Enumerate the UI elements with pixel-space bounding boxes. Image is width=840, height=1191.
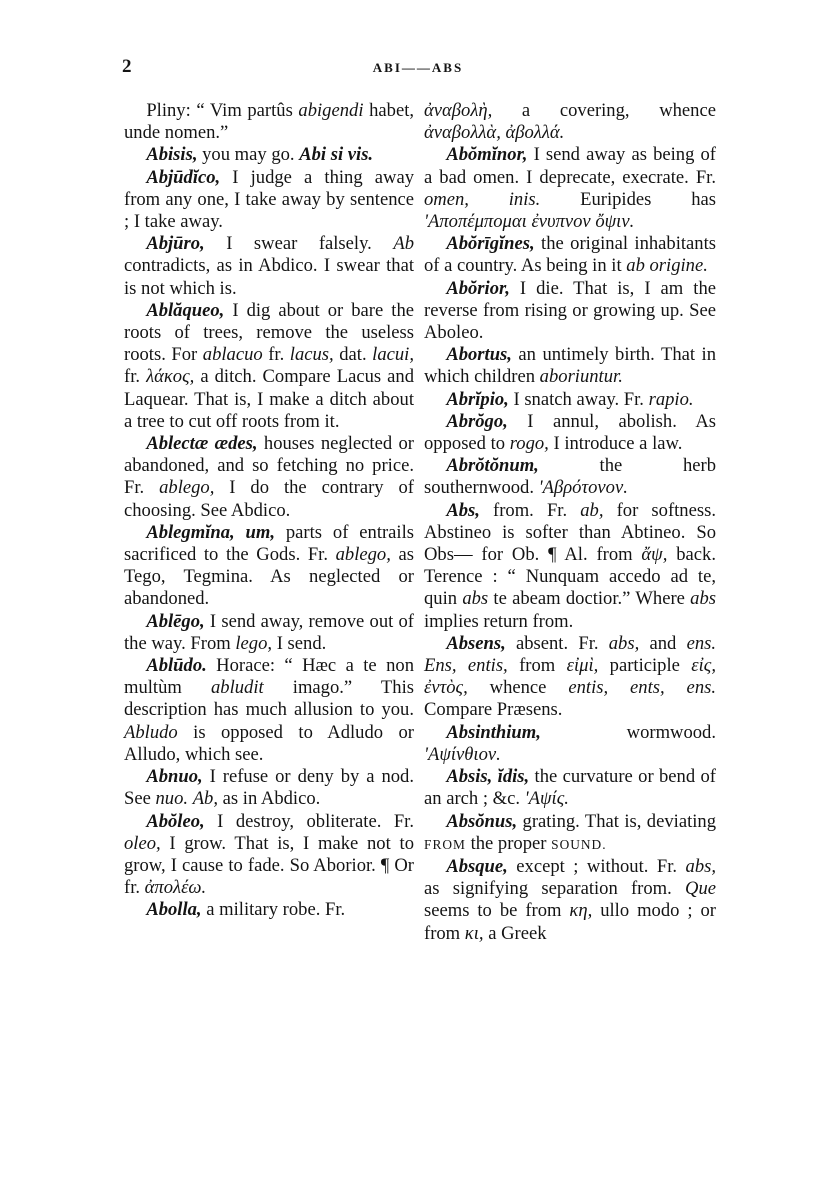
entry-text: as signifying separation from.	[424, 878, 686, 900]
dictionary-entry	[424, 811, 716, 856]
entry-text: whence	[467, 677, 569, 699]
italic-term: ablacuo	[202, 344, 263, 366]
entry-text: I send away as being of a bad omen. I deprecate, execrate. Fr.	[424, 144, 716, 188]
entry-headword: Ablūdo.	[146, 655, 207, 677]
running-head: ABI——ABS	[372, 60, 464, 75]
italic-term: 'Αβρότονον.	[538, 477, 628, 499]
italic-term: oleo,	[124, 832, 161, 854]
page-number: 2	[122, 56, 132, 77]
entry-headword: Absŏnus,	[446, 810, 518, 832]
dictionary-entry	[124, 522, 414, 611]
entry-headword: Abrĭpio,	[446, 388, 509, 410]
entry-text: a Greek	[483, 922, 547, 944]
entry-headword: Abnuo,	[146, 766, 203, 788]
entry-text: implies return from.	[424, 610, 574, 632]
dictionary-entry	[124, 766, 414, 810]
entry-text: participle	[598, 655, 692, 677]
entry-text: the original inhabitants of a country. As being in it	[424, 233, 716, 277]
italic-term: Abludo	[124, 721, 178, 743]
entry-text: parts of entrails sacrificed to the Gods. Fr.	[124, 521, 414, 566]
entry-text: I judge a thing away from any one, I take away by sentence ; I take away.	[124, 166, 414, 233]
entry-text: I send away, remove out of the way. From	[124, 610, 414, 654]
dictionary-entry	[424, 722, 716, 766]
entry-text: fr.	[124, 366, 147, 388]
entry-headword: Ablectæ ædes,	[146, 433, 258, 455]
italic-term: ἀναβολλὰ, ἀβολλά.	[424, 122, 565, 144]
italic-term: 'Αψίς.	[524, 788, 569, 810]
dictionary-entry	[124, 100, 414, 144]
entry-headword: Absis, ĭdis,	[446, 766, 530, 788]
italic-term: ἀπολέω.	[144, 877, 207, 899]
dictionary-entry	[424, 100, 716, 144]
italic-term: κι,	[464, 922, 484, 944]
italic-term: λάκος,	[146, 366, 195, 388]
entry-text: the curvature or bend of an arch ; &c.	[424, 766, 716, 810]
italic-term: Que	[685, 878, 716, 900]
italic-term: 'Αποπέμπομαι ἐνυπνον ὄψιν.	[424, 211, 635, 233]
entry-text: Euripides has	[540, 188, 716, 210]
right-column	[424, 100, 716, 945]
dictionary-entry	[124, 144, 414, 166]
entry-text: for softness. Abstineo is softer than Abtineo. So Obs— for Ob. ¶ Al. from	[424, 499, 716, 566]
italic-term: Ab,	[192, 788, 219, 810]
entry-text: as in Abdico.	[218, 788, 321, 810]
page-header	[122, 56, 714, 86]
entry-text: houses neglected or abandoned, and so fetching no price. Fr.	[124, 433, 414, 499]
italic-term: abs,	[685, 855, 716, 877]
entry-text: except ; without. Fr.	[507, 855, 686, 877]
italic-term: abs,	[608, 632, 640, 654]
dictionary-entry	[424, 455, 716, 499]
entry-text: the herb southernwood.	[424, 455, 716, 499]
entry-text: I grow. That is, I make not to grow, I cause to fade. So Aborior. ¶ Or fr.	[124, 832, 414, 899]
italic-term: omen, inis.	[424, 188, 541, 210]
entry-text: back. Terence : “ Nunquam accedo ad te, quin	[424, 544, 716, 610]
entry-headword: Abŏrior,	[446, 277, 510, 299]
entry-headword: Abrŏtŏnum,	[446, 455, 539, 477]
entry-text: te abeam doctior.” Where	[488, 588, 691, 610]
dictionary-entry	[124, 655, 414, 766]
italic-term: 'Αψίνθιον.	[424, 743, 501, 765]
dictionary-entry	[124, 811, 414, 900]
entry-text: I destroy, obliterate. Fr.	[204, 810, 414, 832]
italic-term: ablego,	[159, 477, 215, 499]
italic-term: ens. Ens, entis,	[424, 632, 716, 677]
entry-text: and	[639, 632, 687, 654]
entry-text: wormwood.	[540, 721, 716, 743]
dictionary-entry	[424, 500, 716, 633]
left-column	[124, 100, 414, 922]
entry-text: from. Fr.	[479, 499, 581, 521]
entry-text: a military robe. Fr.	[201, 899, 346, 921]
entry-text: imago.” This description has much allusion to you.	[124, 677, 414, 721]
entry-headword: Abŏrīgĭnes,	[446, 233, 535, 255]
entry-text: Horace: “ Hæc a te non multùm	[124, 655, 414, 699]
entry-headword: Absinthium,	[446, 721, 541, 743]
entry-text: absent. Fr.	[505, 632, 609, 654]
entry-text: ullo modo ; or from	[424, 900, 716, 944]
italic-term: ἄψ,	[641, 544, 668, 566]
dictionary-entry	[124, 167, 414, 234]
entry-text: I dig about or bare the roots of trees, remove the useless roots. For	[124, 299, 414, 366]
entry-text: as Tego, Tegmina. As neglected or abandoned.	[124, 544, 415, 610]
entry-headword: Ablăqueo,	[146, 299, 225, 321]
dictionary-entry	[424, 278, 716, 345]
entry-text: from	[507, 655, 567, 677]
entry-text: a ditch. Compare Lacus and Laquear. That is, I make a ditch about a tree to cut off roots from it.	[124, 366, 414, 432]
italic-term: aboriuntur.	[539, 366, 623, 388]
entry-headword: Abrŏgo,	[446, 410, 508, 432]
dictionary-entry	[124, 233, 414, 300]
italic-term: entis, ents, ens.	[568, 677, 716, 699]
entry-headword: Ablegmĭna, um,	[146, 521, 275, 543]
entry-text: I send.	[272, 632, 327, 654]
entry-headword: Abs,	[446, 499, 480, 521]
entry-text: contradicts, as in Abdico. I swear that is not which is.	[124, 255, 414, 299]
entry-text: an untimely birth. That in which children	[424, 344, 716, 388]
dictionary-entry	[424, 766, 716, 810]
dictionary-entry	[124, 300, 414, 433]
italic-term: abs	[462, 588, 489, 610]
italic-term: Ab	[393, 233, 414, 255]
entry-headword: Ablēgo,	[146, 610, 205, 632]
entry-text: fr.	[262, 344, 290, 366]
italic-term: ablego,	[335, 544, 391, 566]
entry-text: I die. That is, I am the reverse from rising or growing up. See Aboleo.	[424, 277, 716, 344]
small-caps-text: FROM	[424, 836, 466, 852]
dictionary-entry	[424, 233, 716, 277]
entry-text: I introduce a law.	[548, 433, 683, 455]
entry-text: Compare Præsens.	[424, 699, 563, 721]
entry-text: you may go.	[197, 144, 300, 166]
dictionary-entry	[124, 611, 414, 655]
entry-headword: Abŏleo,	[146, 810, 205, 832]
entry-headword: Absque,	[446, 855, 508, 877]
italic-term: rogo,	[509, 433, 549, 455]
dictionary-entry	[424, 144, 716, 233]
entry-text: I do the contrary of choosing. See Abdico.	[124, 477, 414, 521]
italic-term: lacui,	[372, 344, 414, 366]
entry-headword: Abortus,	[446, 344, 512, 366]
entry-headword: Absens,	[446, 632, 506, 654]
entry-headword: Abŏmĭnor,	[446, 144, 528, 166]
italic-term: ab origine.	[626, 255, 708, 277]
entry-text: I swear falsely.	[204, 233, 394, 255]
italic-term: nuo.	[155, 788, 189, 810]
small-caps-text: SOUND.	[551, 836, 607, 852]
entry-text: I annul, abolish. As opposed to	[424, 410, 716, 455]
entry-headword: Abi si vis.	[299, 144, 374, 166]
entry-headword: Abjūdĭco,	[146, 166, 221, 188]
entry-headword: Abjūro,	[146, 233, 205, 255]
entry-text: the proper	[465, 832, 552, 854]
dictionary-entry	[124, 433, 414, 522]
italic-term: lacus,	[289, 344, 334, 366]
italic-term: ab,	[580, 499, 604, 521]
italic-term: lego,	[235, 632, 273, 654]
entry-headword: Abolla,	[146, 899, 202, 921]
entry-text: seems to be from	[424, 900, 570, 922]
entry-text: dat.	[333, 344, 373, 366]
entry-text: habet, unde nomen.”	[124, 100, 415, 144]
italic-term: rapio.	[648, 388, 694, 410]
italic-term: abs	[690, 588, 716, 610]
entry-text: I refuse or deny by a nod. See	[124, 766, 414, 810]
italic-term: εἰς, ἐντὸς,	[424, 655, 716, 699]
entry-text: I snatch away. Fr.	[508, 388, 649, 410]
entry-headword: Abisis,	[146, 144, 198, 166]
dictionary-entry	[424, 856, 716, 945]
dictionary-entry	[424, 344, 716, 388]
dictionary-entry	[424, 389, 716, 411]
entry-text: Pliny: “ Vim partûs	[146, 100, 299, 121]
entry-text: is opposed to Adludo or Alludo, which see.	[124, 721, 414, 765]
italic-term: abludit	[210, 677, 264, 699]
dictionary-entry	[124, 899, 414, 921]
dictionary-entry	[424, 633, 716, 722]
entry-text: grating. That is, deviating	[517, 810, 716, 832]
italic-term: ἀναβολὴ,	[424, 100, 493, 121]
italic-term: abigendi	[298, 100, 364, 121]
italic-term: κη,	[569, 900, 593, 922]
italic-term: εἰμὶ,	[566, 655, 599, 677]
entry-text: a covering, whence	[492, 100, 716, 121]
dictionary-entry	[424, 411, 716, 455]
